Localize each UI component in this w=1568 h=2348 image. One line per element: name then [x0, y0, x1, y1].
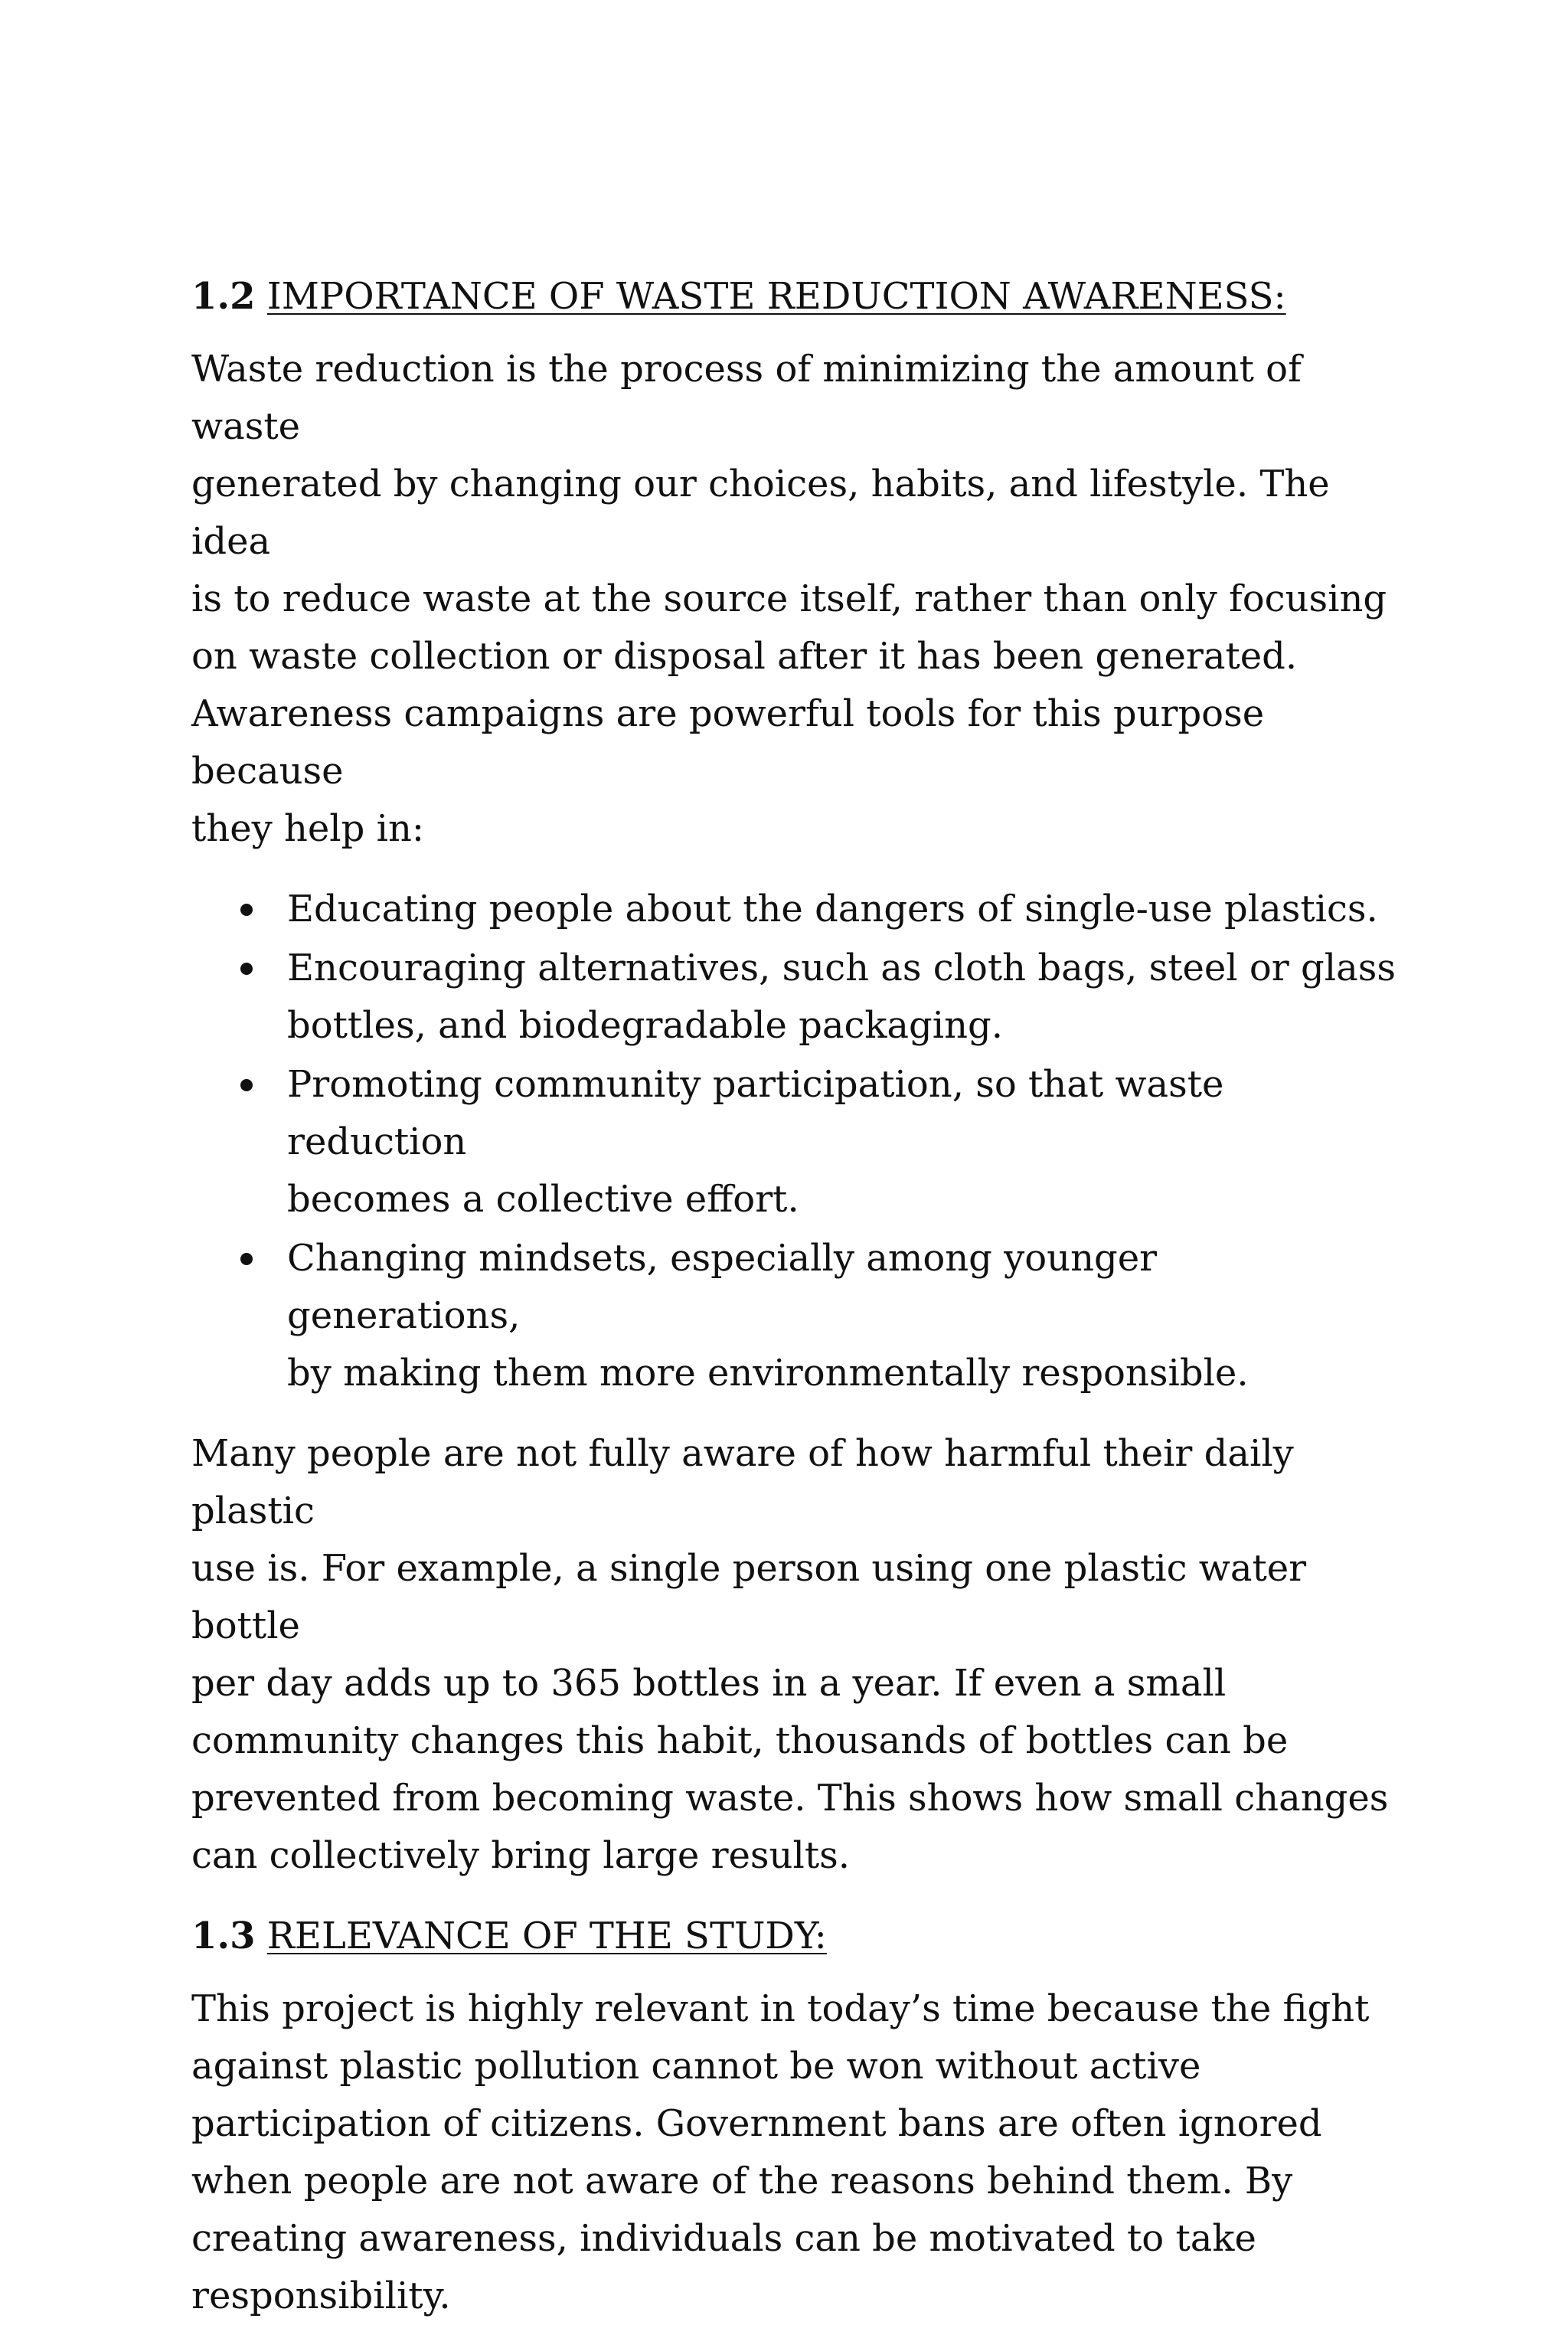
- list-item: [191, 1230, 1401, 1402]
- section-number: 1.2: [191, 275, 256, 318]
- section-number: 1.3: [191, 1915, 256, 1957]
- list-item: [191, 1056, 1401, 1228]
- list-item-text: Educating people about the dangers of single-use plastics.: [287, 888, 1378, 930]
- section-title: IMPORTANCE OF WASTE REDUCTION AWARENESS:: [266, 275, 1286, 318]
- bullet-icon: [240, 963, 253, 975]
- list-item: [191, 940, 1401, 1055]
- document-page: [191, 268, 1401, 2348]
- intro-paragraph: This project is highly relevant in today’s time because the fight against plastic pollution cannot be won without active participation of citizens. Government bans are often ignored when people are not aware of the reasons behind them. By creating awareness, individuals can be motivated to take responsibility.: [191, 1987, 1370, 2317]
- section-title: RELEVANCE OF THE STUDY:: [266, 1915, 827, 1957]
- closing-paragraph: Many people are not fully aware of how harmful their daily plastic use is. For example, a single person using one plastic water bottle per day adds up to 365 bottles in a year. If even a small community changes this habit, thousands of bottles can be prevented from becoming waste. This shows how small changes can collectively bring large results.: [191, 1432, 1389, 1877]
- bullet-icon: [240, 1079, 253, 1091]
- section-1-3: [191, 1908, 1401, 2325]
- bullet-icon: [240, 904, 253, 916]
- list-item-text: Changing mindsets, especially among younger generations, by making them more environmentally responsible.: [287, 1237, 1249, 1395]
- bullet-list: [191, 881, 1401, 1402]
- intro-paragraph: Waste reduction is the process of minimizing the amount of waste generated by changing our choices, habits, and lifestyle. The idea is to reduce waste at the source itself, rather than only focusing on waste collection or disposal after it has been generated. Awareness campaigns are powerful tools for this purpose because they help in:: [191, 348, 1387, 850]
- list-item-text: Promoting community participation, so that waste reduction becomes a collective effort.: [287, 1063, 1224, 1221]
- list-item-text: Encouraging alternatives, such as cloth bags, steel or glass bottles, and biodegradable packaging.: [287, 947, 1396, 1047]
- list-item: [191, 881, 1401, 938]
- section-heading: [191, 1908, 1401, 1965]
- section-1-2: [191, 268, 1401, 1885]
- section-heading: [191, 268, 1401, 325]
- bullet-icon: [240, 1253, 253, 1265]
